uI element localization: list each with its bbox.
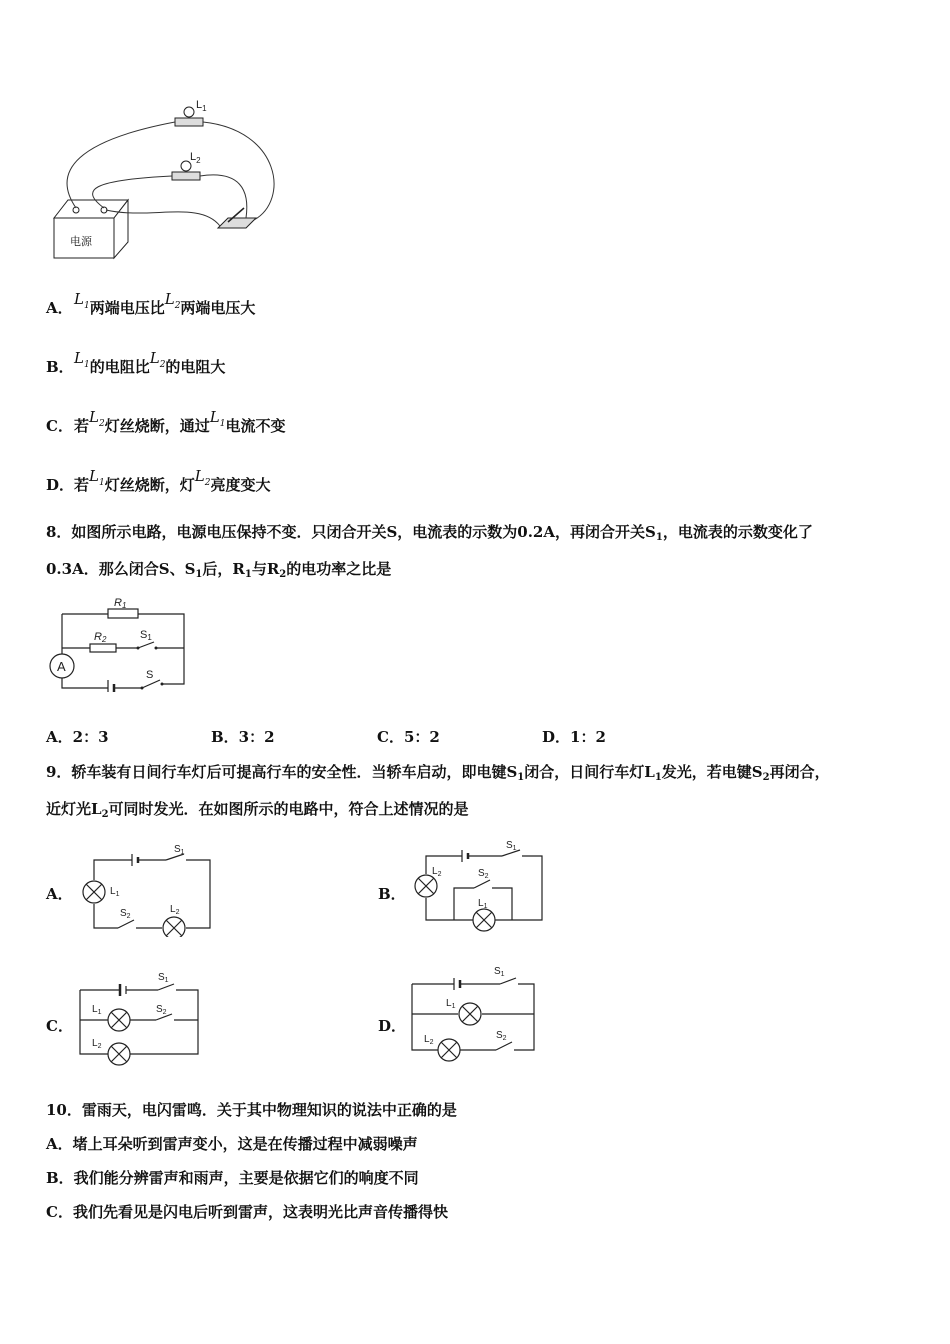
svg-text:S2: $S_2$	[156, 1004, 167, 1016]
q9-circuit-d	[408, 962, 543, 1062]
s-label: S	[146, 669, 154, 681]
svg-text:L1: $L_1$	[478, 898, 488, 910]
q9-option-d-letter: D．	[378, 1017, 407, 1035]
power-source-box	[54, 200, 128, 258]
top-circuit-figure	[40, 90, 300, 265]
q10-stem: 10．雷雨天，电闪雷鸣．关于其中物理知识的说法中正确的是	[46, 1101, 457, 1119]
q10-option-c: C．我们先看见是闪电后听到雷声，这表明光比声音传播得快	[46, 1203, 448, 1221]
q8-stem-line1: 8．如图所示电路，电源电压保持不变．只闭合开关S，电流表的示数为0.2A，再闭合开关$S_1$，电流表的示数变化了	[46, 523, 813, 543]
svg-text:S2: $S_2$	[478, 868, 489, 880]
q9-circuit-c	[76, 966, 206, 1071]
q9-option-a-letter: A．	[46, 885, 73, 903]
svg-text:L1: $L_1$	[446, 998, 456, 1010]
r1-label: R1	[114, 597, 127, 610]
q8-option-d: D．1：2	[542, 728, 606, 746]
svg-text:L1: $L_1$	[92, 1004, 102, 1016]
ammeter-label: A	[57, 659, 66, 674]
svg-text:L1: $L_1$	[110, 886, 120, 898]
svg-text:L2: $L_2$	[92, 1038, 102, 1050]
q8-stem-line2: 0.3A．那么闭合S、$S_1$后，$R_1$与$R_2$的电功率之比是	[46, 560, 392, 580]
q9-circuit-b	[410, 836, 550, 936]
svg-text:L2: $L_2$	[432, 866, 442, 878]
q8-option-b: B．3：2	[211, 728, 275, 746]
q7-option-a: A．$L_1$两端电压比$L_2$两端电压大	[46, 290, 256, 317]
q9-stem-line2: 近灯光$L_2$可同时发光．在如图所示的电路中，符合上述情况的是	[46, 800, 469, 820]
q7-option-b: B．$L_1$的电阻比$L_2$的电阻大	[46, 349, 226, 376]
svg-text:S2: $S_2$	[496, 1030, 507, 1042]
q8-option-a: A．2：3	[46, 728, 109, 746]
q7-option-d: D．若$L_1$灯丝烧断，灯$L_2$亮度变大	[46, 467, 271, 494]
q9-option-c-letter: C．	[46, 1017, 73, 1035]
svg-text:S1: $S_1$	[506, 840, 517, 852]
q9-stem-line1: 9．轿车装有日间行车灯后可提高行车的安全性．当轿车启动，即电键$S_1$闭合，日间行车灯$L_1$发光，若电键$S_2$再闭合，	[46, 763, 830, 783]
q9-option-b-letter: B．	[378, 885, 406, 903]
svg-text:L2: $L_2$	[424, 1034, 434, 1046]
svg-text:S1: $S_1$	[174, 844, 185, 856]
switch-icon	[218, 208, 256, 228]
q8-circuit-figure	[42, 592, 192, 692]
r2-label: R2	[94, 631, 107, 644]
q10-option-a: A．堵上耳朵听到雷声变小，这是在传播过程中减弱噪声	[46, 1135, 418, 1153]
q8-option-c: C．5：2	[377, 728, 440, 746]
s1-label: S1	[140, 629, 152, 642]
svg-text:S1: $S_1$	[494, 966, 505, 978]
lamp-l1-label: $L_1$	[196, 99, 207, 113]
source-label: 电源	[70, 236, 92, 248]
q9-circuit-a	[78, 842, 218, 937]
q10-option-b: B．我们能分辨雷声和雨声，主要是依据它们的响度不同	[46, 1169, 419, 1187]
q7-option-c: C．若$L_2$灯丝烧断，通过$L_1$电流不变	[46, 408, 286, 435]
svg-text:L2: $L_2$	[170, 904, 180, 916]
svg-text:S1: $S_1$	[158, 972, 169, 984]
lamp-l2-label: $L_2$	[190, 151, 201, 165]
svg-text:S2: $S_2$	[120, 908, 131, 920]
